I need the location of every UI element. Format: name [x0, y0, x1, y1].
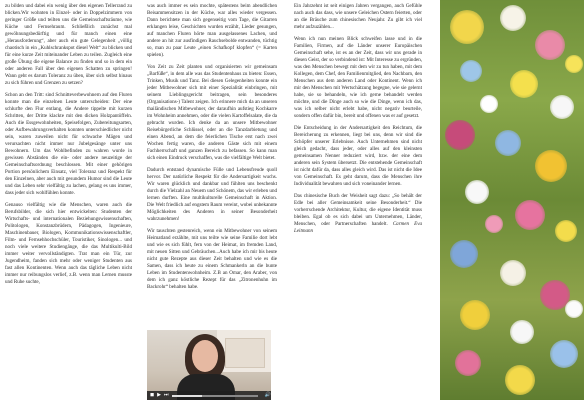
flower-blossom	[450, 10, 484, 44]
video-progress-track[interactable]	[172, 395, 258, 397]
video-person-face	[192, 340, 218, 372]
article-column-2	[147, 3, 277, 296]
paragraph: Genauso vielfältig wie die Menschen, waren auch die Berufsbilder, die sich hier entwickelten: Studenten der Wirtschafts- und internationalen Beziehungswissenschaften, Politologen, Konstanzbrüdern, Pädagogen, Ingenieure, Maschinenbauer, Biologen, Kommunikationswissenschaftler, Film- und Fernsehhochschüler, Touristiker, Sinologen... und noch viele weitere Studiengänge, die das Multikulti-Bild immer weiter vervollständigten. Trat man ein Tür, zur Jugendheim, fanden sich mehr oder weniger Studenten aus fast allen Kontinenten. Wenn auch das tägliche Leben nicht immer nur reibungslos verlief, z.B. wenn man Lernen musste und Ruhe suchte,	[5, 202, 132, 285]
paragraph: Wenn ich nun meinen Blick schweifen lasse und in die Familien, Firmen, auf die Länder unserer Europäischen Gemeinschaft sehe, ist es an der Zeit, dass wir uns gerade in diesen Geist, der so verbindend ist: Mit Interesse zu ergründen, was den Menschen bewegt mit dem wir zu tun haben, mit dem Kollegen, dem Chef, den Familienmitglied, den Nachbarn, den Menschen aus dem anderen Land oder Kontinent. Wenn ich mir den Menschen mit Wertschätzung begegne, wie sie gelernt habe, sie so behandeln, wie ich gerne behandelt werden möchte, und die Dinge auch so wie die Dinge, wenn ich das, was ich selber nicht erlebt habe, nicht negativ beurteile, sondern offen dafür bin, bereit und offenen was er auf gesetzt.	[294, 36, 422, 119]
video-progress-fill	[172, 395, 202, 397]
volume-icon[interactable]: 🔊	[264, 392, 271, 398]
video-player[interactable]	[147, 330, 271, 400]
flower-blossom	[455, 350, 481, 376]
flower-blossom	[465, 180, 489, 204]
paragraph: Von Zeit zu Zeit planten und organisierten wir gemeinsam „Barfüße“, in dem alle was das Studentenhaus zu bieten: Essen, Trinken, Musik und Tanz. Bei diesen Gelegenheiten konnte ein jeder Mitbewohner sich mit einer Spezialität einbringen, mit seinem Lieblingsgericht beitragen, sein besonderes (Organisations-) Talent zeigen. Ich erinnere mich da an unseren thailändischen Mitbewohner, der daraufhin aufstieg Kochkarre im Wohnheim annehmen, oder die vielen Kartoffelsalate, die da gebracht wurden. Ich denke da an unsere Mitbewohner Reisebürgerliche Schlüssel, oder an die Tanzdarbietung und einen Abend, an dem die feierlichen Tische erst nach zwei Wochen fertig waren, die anderen Gäste sich mit einem Fachherrschaft und ganzen Bereich zu befassen. So kann man sich einen Eindruck verschaffen, was die vielfältige Welt bietet.	[147, 64, 277, 161]
next-icon[interactable]: ⏭	[164, 392, 169, 398]
author-signature: Carmen Eva Leitmann	[294, 221, 423, 234]
flower-blossom	[565, 55, 583, 73]
flower-blossom	[485, 215, 503, 233]
flower-blossom	[450, 240, 478, 268]
flower-blossom	[460, 60, 482, 82]
flower-blossom	[500, 5, 526, 31]
flower-blossom	[515, 200, 545, 230]
video-background-shelf	[225, 338, 265, 368]
flower-blossom	[500, 260, 526, 286]
paragraph: zu bilden und dabei ein wenig über den eigenen Tellerrand zu blicken.Wir wohnten in Einzel- oder in Doppelzimmern von geringer Größe und teilten uns die Gemeinschaftsräume, wie Küche und Fernsehraum. Schließlich zunächst mal gewöhnungsbedürftig und für manch einen eine „Herausforderung“, aber auch ein gute Gelegenheit „völlig chaotisch in ein „Kuhlschrankspot diesel Welt“ zu blicken und für eine kurze Zeit miteinander Leben zu teilen. Zugleich eine große Übung die eigene Balance zu finden und so in dem ein oder anderen Fall über den eigenen Schatten zu springen! Wann geht es darum Toleranz zu üben, über sich selbst hinaus zu sich führen und Grenzen zu setzen?	[5, 3, 132, 86]
flower-blossom	[550, 340, 578, 368]
flower-blossom	[565, 300, 583, 318]
flower-photo	[440, 0, 584, 400]
video-control-bar	[147, 391, 271, 400]
flower-blossom	[535, 150, 567, 182]
flower-blossom	[510, 320, 534, 344]
article-column-1	[5, 3, 132, 291]
flower-blossom	[535, 30, 565, 60]
flower-blossom	[510, 70, 538, 98]
stop-icon[interactable]: ◼	[150, 392, 155, 398]
paragraph: was auch immer es sein mochte, spätestens beim abendlichen Beisammensitzen in der Küche, war alles wieder vergessen. Dann berichtete man sich gegenseitig vom Tage, die Gitarren erklangen leise, Geschichten wurden erzählt, Lieder gesungen, auf manchen Fluren hörte man ausgelassenes Lachen, und andere an hit zur ausfindigen Rauchsebolde entwanden, tüchtig so, man zu paar Leute „einen Schafkopf klopfen“ (= Karten spielen).	[147, 3, 277, 58]
flower-blossom	[495, 130, 521, 156]
flower-blossom	[460, 300, 490, 330]
paragraph: Wir tauschten gestenreich, wenn ein Mitbewohner von seinem Heimatland erzählte, mit uns teilte wie seine Familie dort lebt und wie es sich fühlt, fern von der Heimat, im fremden Land, mit neuen Sitten und Gebräuchen...Auch habe ich mir bis heute nicht gute Rezepte aus dieser Zeit behalten und wie es die Samen, dass ich heute zu einem Schmankerln an die bunte Leben im Studentenwohnheim. Z.B an Omar, den Araber, von dem ich ganz köstliche Rezept für das „Zitronenhuhn im Backrohr“ behalten habe.	[147, 228, 277, 290]
paragraph	[294, 193, 422, 235]
paragraph: Dadurch entstand dynamische Fülle und Lebensfreude quoll hervor. Der natürliche Respekt für die Andersartigkeit wuchs. Wir waren glücklich und dankbar und fühlten uns beschenkt durch die Vielzahl an Neuem und Schönem, das wir erleben und lernen durften. Eine multikulturelle Gemeinschaft in Aktion. Die Welt friedlich auf engstem Raum vereint, wobei unbekannte Möglichkeiten des Anderen in seiner Besonderheit wahrzunehmen!	[147, 167, 277, 222]
paragraph: Schon an den Tritt: sind Schnitteverbewohnern auf den Fluren konnte man die einzelnen Leute unterscheiden: Der eine schlurfte den Flur entlang, die Andere tippelte mit kurzen Schritten, der Dritte klackte mit den dicken Holzpantöffeln. Auch die Essgewohnheiten, Speisefolgen, Zubereitungsarten, oder Aufbewahrungsverhalten konnten unterschiedlicher nicht sein, waren zuweilen nicht für schwache Mägen und verursachten nicht immer nur Jubelgesänge unter uns Bewohnern. Um das Wohlbefinden zu wahren wurde in gewissen Abständen die ein- oder andere neuzeitige der Gemeinschaftsordnung beschlossen. Mit einer gehörigen Portion persönlichem Einsatz, viel Toleranz und Respekt für den Einzelnen, aber auch mit gesundem Humor sind die Leute und das Leben sehr vielfältig zu lachen, gelang es uns immer, dass jeder sich wohlfühlen konnte.	[5, 92, 132, 196]
flower-blossom	[480, 95, 498, 113]
paragraph: Ein Jahrzehnt ist seit einigen Jahren vergangen, auch Gefühle nach auch das dass, wie unsere Geleichen Ostern feierten, oder an die Bräuche zum chinesischen Neujahr. Zu gibt ich viel mehr aufzuzählen...	[294, 3, 422, 30]
flower-blossom	[550, 95, 574, 119]
play-icon[interactable]: ▶	[157, 392, 162, 398]
quote-text: Das chinesische Buch der Weisheit sagt dazu: „So behält der Edle bei aller Gemeinsamkeit seine Besonderheit.“ Die vorherrschende Architektur, Kultur, die eigene Identität muss bleiben. Egal ob es sich dabei um Unternehmen, Länder, Menschen, oder Partnerschaften handelt.	[294, 193, 422, 227]
article-column-3	[294, 3, 422, 240]
flower-blossom	[505, 365, 535, 395]
flower-blossom	[445, 120, 475, 150]
flower-blossom	[555, 220, 577, 242]
paragraph: Die Entscheidung in der Andersartigkeit den Reichtum, die Bereicherung zu erkennen, liegt bei uns, denn wir sind die Schöpfer unserer Erlebnisse. Auch Unternehmen sind nicht gleich gedacht, dass jeder, oder alles auf den kleinsten gemeinsamen Nenner reduziert wird, bzw. der eine dem anderen sein System übersetzt. Die entstehende Gemeinschaft ist nicht dafür da, dass alles gleich wird. Das ist nicht die Idee von Gemeinschaft. Es geht darum, dass die Menschen ihre Individualität bewahren und sich voneinander lernen.	[294, 125, 422, 187]
